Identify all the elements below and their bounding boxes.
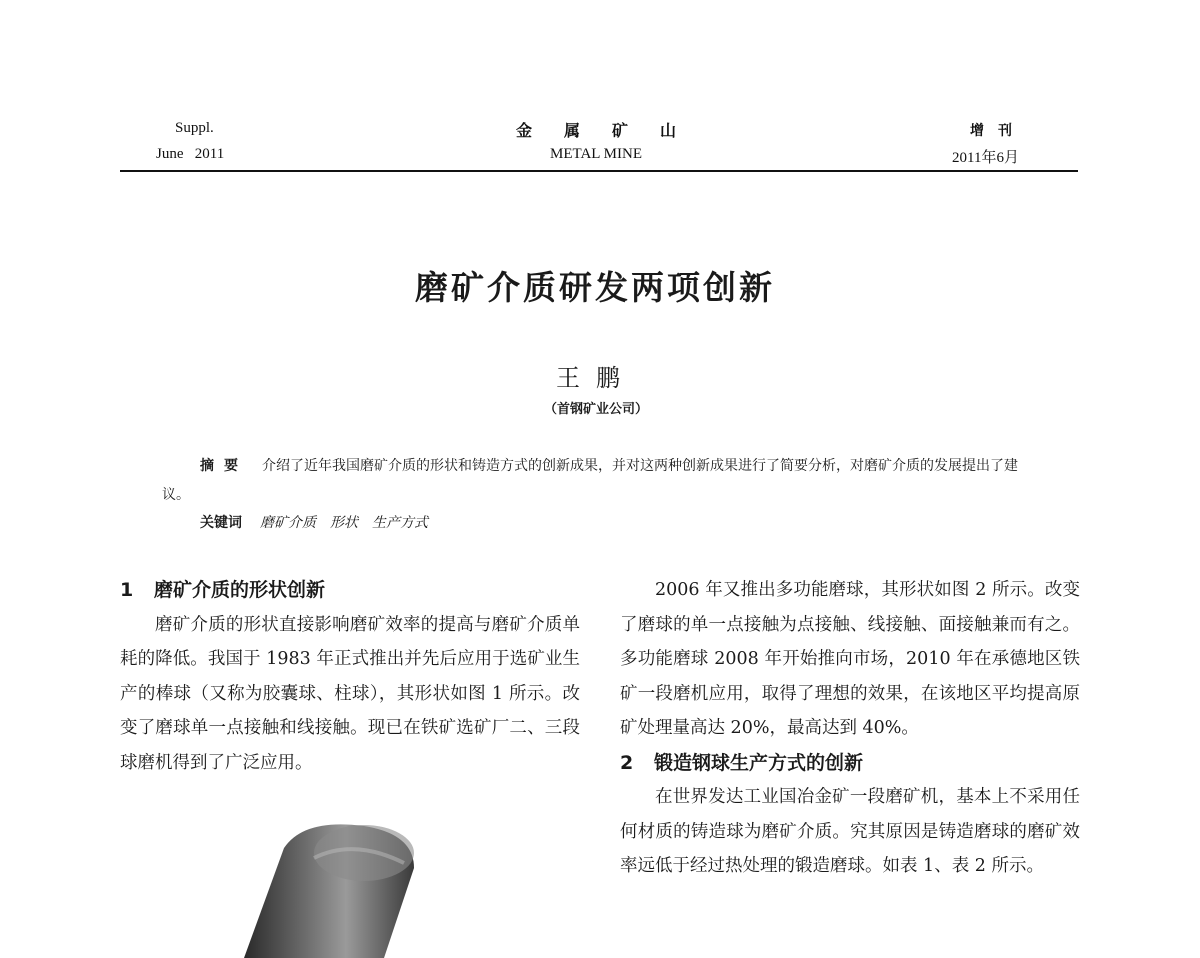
section2-number: 2	[620, 751, 634, 774]
header-journal-en: METAL MINE	[550, 146, 642, 162]
capsule-ball-body	[244, 824, 414, 958]
article-author: 王鹏	[556, 364, 636, 392]
article-affiliation: （首钢矿业公司）	[543, 402, 648, 417]
left-column	[120, 573, 580, 780]
header-rule	[120, 170, 1078, 172]
keywords-value: 磨矿介质 形状 生产方式	[260, 515, 428, 531]
header-suppl: Suppl.	[175, 120, 214, 136]
section1-heading	[120, 573, 580, 608]
abstract	[162, 452, 1042, 510]
header-date-cn: 2011年6月	[952, 150, 1019, 166]
section1-paragraph: 磨矿介质的形状直接影响磨矿效率的提高与磨矿介质单耗的降低。我国于 1983 年正式推出并先后应用于选矿业生产的棒球（又称为胶囊球、柱球），其形状如图 1 所示。改变了磨球单一点接触和线接触。现已在铁矿选矿厂二、三段球磨机得到了广泛应用。	[120, 614, 580, 773]
article-title: 磨矿介质研发两项创新	[415, 268, 775, 307]
section1-title: 磨矿介质的形状创新	[154, 579, 326, 601]
abstract-label: 摘要	[200, 458, 248, 474]
header-journal-cn: 金 属 矿 山	[515, 123, 676, 140]
header-date-en: June 2011	[156, 146, 225, 162]
abstract-text: 介绍了近年我国磨矿介质的形状和铸造方式的创新成果，并对这两种创新成果进行了简要分析，对磨矿介质的发展提出了建议。	[162, 458, 1018, 503]
keywords	[200, 512, 428, 532]
figure1-photo	[214, 818, 434, 958]
section1-number: 1	[120, 579, 134, 601]
header-suppl-cn: 增 刊	[970, 124, 1012, 139]
keywords-label: 关键词	[200, 515, 242, 531]
right-paragraph-1: 2006 年又推出多功能磨球，其形状如图 2 所示。改变了磨球的单一点接触为点接触、线接触、面接触兼而有之。多功能磨球 2008 年开始推向市场，2010 年在承德地区铁矿一段磨机应用，取得了理想的效果，在该地区平均提高原矿处理量高达 20%，最高达到 40%。	[620, 580, 1080, 738]
section2-title: 锻造钢球生产方式的创新	[654, 751, 864, 774]
section2-paragraph: 在世界发达工业国冶金矿一段磨矿机，基本上不采用任何材质的铸造球为磨矿介质。究其原因是铸造磨球的磨矿效率远低于经过热处理的锻造磨球。如表 1、表 2 所示。	[620, 787, 1080, 876]
section2-heading	[620, 746, 1080, 781]
right-column	[620, 573, 1080, 884]
